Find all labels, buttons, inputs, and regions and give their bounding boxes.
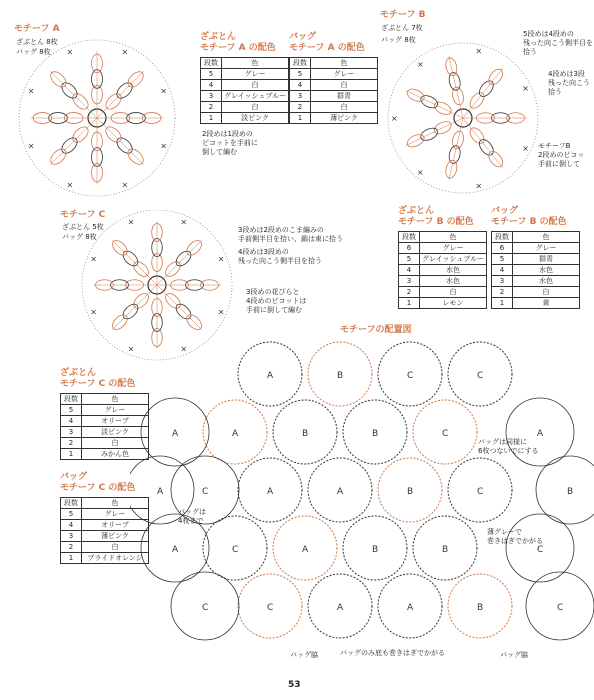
motif-a-count-zabuton: ざぶとん 8枚 (16, 38, 58, 46)
x-stitch: × (90, 307, 97, 317)
zabuton-a-title2: モチーフ A の配色 (200, 43, 276, 53)
bag-a-table (289, 57, 378, 124)
table-row (492, 298, 580, 309)
motif-b-count-zabuton: ざぶとん 7枚 (381, 24, 423, 32)
bag-a-title2: モチーフ A の配色 (289, 43, 365, 53)
table-cell: 3 (492, 276, 513, 287)
table-header-row (201, 58, 289, 69)
table-cell: 水色 (420, 265, 487, 276)
table-cell: 2 (201, 102, 222, 113)
x-stitch: × (27, 86, 35, 96)
table-cell: 白 (420, 287, 487, 298)
table-cell: 6 (399, 243, 420, 254)
layout-extra-label: B (567, 487, 574, 497)
zabuton-a-colors (200, 32, 289, 124)
x-stitch: × (27, 141, 35, 151)
spoke-line (112, 240, 157, 285)
table-cell: グレー (82, 509, 149, 520)
layout-note-gray: 薄グレーで 巻きはぎでかがる (487, 528, 543, 545)
x-stitch: × (121, 47, 129, 57)
table-header-cell: 色 (420, 232, 487, 243)
table-cell: 白 (311, 102, 378, 113)
table-cell: 1 (61, 449, 82, 460)
layout-motif-label: A (267, 487, 274, 497)
table-cell: 白 (82, 542, 149, 553)
table-row (201, 69, 289, 80)
layout-extra-label: C (202, 603, 209, 613)
motif-b-note1: 5段めは4段めの 残った向こう側半目を 拾う (523, 30, 593, 56)
table-cell: 4 (290, 80, 311, 91)
x-stitch: × (180, 217, 188, 227)
x-stitch: × (160, 86, 168, 96)
table-header-cell: 段数 (201, 58, 222, 69)
x-stitch: × (217, 307, 225, 317)
table-cell: 2 (399, 287, 420, 298)
table-row (399, 254, 487, 265)
layout-motif-label: A (337, 603, 344, 613)
table-cell: 水色 (513, 276, 580, 287)
layout-extra-label: C (202, 487, 209, 497)
x-stitch: × (160, 141, 168, 151)
motif-c-count-bag: バッグ 8枚 (62, 233, 97, 241)
table-header-cell: 色 (82, 394, 149, 405)
layout-motif-label: A (302, 545, 309, 555)
table-header-row (290, 58, 378, 69)
layout-motif-label: B (372, 545, 379, 555)
layout-extra-label: A (172, 545, 179, 555)
table-row (399, 265, 487, 276)
table-row (290, 80, 378, 91)
table-cell: 水色 (420, 276, 487, 287)
layout-extra-label: C (557, 603, 564, 613)
zabuton-b-table (398, 231, 487, 309)
bag-c-title1: バッグ (60, 472, 88, 482)
table-cell: 2 (61, 438, 82, 449)
motif-b-note3: モチーフB 2段めのピコッ 手前に倒して (538, 142, 585, 168)
table-cell: 5 (201, 69, 222, 80)
layout-motif-label: A (407, 603, 414, 613)
table-cell: 5 (399, 254, 420, 265)
table-header-cell: 段数 (61, 498, 82, 509)
table-cell: 5 (61, 509, 82, 520)
layout-motif-label: C (477, 371, 484, 381)
table-cell: 1 (492, 298, 513, 309)
layout-motif-label: A (267, 371, 274, 381)
table-cell: 3 (61, 531, 82, 542)
bag-b-title2: モチーフ B の配色 (491, 217, 567, 227)
bag-b-colors (491, 206, 580, 309)
x-stitch: × (416, 167, 424, 177)
table-header-cell: 段数 (399, 232, 420, 243)
table-cell: 黄 (513, 298, 580, 309)
layout-title: モチーフの配置図 (340, 325, 412, 335)
table-cell: レモン (420, 298, 487, 309)
table-cell: 3 (61, 427, 82, 438)
x-stitch: × (391, 114, 398, 123)
table-cell: 薄ピンク (311, 113, 378, 124)
bag-b-title1: バッグ (491, 206, 519, 216)
x-stitch: × (522, 143, 529, 153)
table-cell: 2 (61, 542, 82, 553)
table-row (399, 276, 487, 287)
x-stitch: × (475, 181, 483, 191)
layout-motif-label: C (407, 371, 414, 381)
table-header-cell: 色 (311, 58, 378, 69)
x-stitch: × (121, 180, 129, 190)
table-row (201, 102, 289, 113)
table-header-cell: 色 (513, 232, 580, 243)
bag-a-colors (289, 32, 378, 124)
x-stitch: × (127, 344, 135, 354)
table-row (492, 265, 580, 276)
motif-c-note3: 3段めの花びらと 4段めのピコットは 手前に倒して編む (246, 288, 307, 314)
table-cell: グレイッシュブルー (420, 254, 487, 265)
layout-motif-label: C (232, 545, 239, 555)
spoke-line (157, 240, 202, 285)
table-cell: オリーブ (82, 520, 149, 531)
table-cell: 2 (492, 287, 513, 298)
table-cell: 淡ピンク (222, 113, 289, 124)
layout-diagram (127, 336, 594, 656)
zabuton-b-title1: ざぶとん (398, 206, 435, 216)
table-row (492, 287, 580, 298)
layout-extra-label: A (537, 429, 544, 439)
table-cell: 白 (311, 80, 378, 91)
table-header-cell: 色 (222, 58, 289, 69)
table-cell: みかん色 (82, 449, 149, 460)
table-row (492, 254, 580, 265)
spoke-line (97, 71, 144, 118)
layout-motif-label: A (337, 487, 344, 497)
table-row (201, 91, 289, 102)
table-cell: 3 (399, 276, 420, 287)
motif-c-count-zabuton: ざぶとん 5枚 (62, 223, 104, 231)
layout-bottom-note: バッグのみ底も巻きはぎでかがる (340, 649, 445, 657)
table-cell: 5 (61, 405, 82, 416)
layout-motif-label: B (477, 603, 484, 613)
table-cell: 薄ピンク (82, 531, 149, 542)
x-stitch: × (180, 344, 188, 354)
bag-a-title1: バッグ (289, 32, 317, 42)
x-stitch: × (66, 180, 74, 190)
table-cell: グレイッシュブルー (222, 91, 289, 102)
layout-bottom-side-left: バッグ脇 (290, 651, 318, 659)
layout-motif-label: A (232, 429, 239, 439)
motif-b-title: モチーフ B (380, 10, 426, 20)
layout-motif-label: C (442, 429, 449, 439)
layout-motif-label: B (372, 429, 379, 439)
motif-c-title: モチーフ C (60, 210, 106, 220)
spoke-line (157, 285, 202, 330)
table-row (492, 243, 580, 254)
table-cell: 淡ピンク (82, 427, 149, 438)
table-cell: 群青 (311, 91, 378, 102)
x-stitch: × (66, 47, 74, 57)
table-row (201, 80, 289, 91)
x-stitch: × (217, 254, 225, 264)
table-cell: グレー (513, 243, 580, 254)
table-row (290, 102, 378, 113)
x-stitch: × (522, 84, 529, 94)
motif-a-diagram (0, 0, 200, 200)
table-header-row (399, 232, 487, 243)
table-row (399, 298, 487, 309)
layout-extra-label: A (157, 487, 164, 497)
table-cell: グレー (311, 69, 378, 80)
table-cell: 白 (222, 102, 289, 113)
x-stitch: × (90, 254, 97, 264)
spoke-line (406, 90, 463, 118)
table-cell: 6 (492, 243, 513, 254)
motif-a-count-bag: バッグ 8枚 (16, 48, 51, 56)
table-cell: 4 (61, 520, 82, 531)
spoke-line (406, 118, 463, 146)
zabuton-b-title2: モチーフ B の配色 (398, 217, 474, 227)
table-cell: 4 (201, 80, 222, 91)
layout-motif-label: C (477, 487, 484, 497)
table-cell: ブライドオレンジ (82, 553, 149, 564)
zabuton-a-title1: ざぶとん (200, 32, 237, 42)
bag-b-table (491, 231, 580, 309)
motif-a-title: モチーフ A (14, 24, 60, 34)
x-stitch: × (475, 46, 483, 56)
layout-motif-label: B (407, 487, 414, 497)
motif-c-note1: 3段めは2段めのこま編みの 手前側半目を拾い、鎖は束に拾う (238, 226, 343, 243)
table-row (492, 276, 580, 287)
spoke-line (50, 71, 97, 118)
table-cell: 3 (290, 91, 311, 102)
spoke-line (97, 118, 144, 165)
page-number: 53 (288, 680, 301, 690)
bag-c-title2: モチーフ C の配色 (60, 483, 136, 493)
table-cell: オリーブ (82, 416, 149, 427)
spoke-line (50, 118, 97, 165)
x-stitch: × (416, 60, 424, 70)
table-row (290, 91, 378, 102)
motif-b-note2: 4段めは3段 残った向こう 拾う (548, 70, 590, 96)
table-cell: 2 (290, 102, 311, 113)
table-header-row (492, 232, 580, 243)
spoke-line (463, 68, 503, 118)
table-row (399, 243, 487, 254)
zabuton-c-title2: モチーフ C の配色 (60, 379, 136, 389)
table-cell: 4 (492, 265, 513, 276)
layout-motif-label: C (267, 603, 274, 613)
spoke-line (112, 285, 157, 330)
layout-extra-label: C (537, 545, 544, 555)
layout-bottom-side-right: バッグ脇 (500, 651, 528, 659)
motif-c-note2: 4段めは3段めの 残った向こう側半目を拾う (238, 248, 322, 265)
table-cell: グレー (420, 243, 487, 254)
table-cell: 4 (61, 416, 82, 427)
zabuton-b-colors (398, 206, 487, 309)
table-row (201, 113, 289, 124)
table-cell: 白 (513, 287, 580, 298)
table-cell: 1 (201, 113, 222, 124)
table-header-cell: 色 (82, 498, 149, 509)
zabuton-a-table (200, 57, 289, 124)
table-header-cell: 段数 (290, 58, 311, 69)
layout-note-bag6: バッグは同様に 6枚つないでにする (478, 438, 539, 455)
x-stitch: × (127, 217, 135, 227)
table-header-cell: 段数 (61, 394, 82, 405)
layout-note-bag4: バッグは 4枚まで (178, 508, 206, 525)
spoke-line (463, 118, 503, 168)
motif-a-note: 2段めは1段めの ピコットを手前に 倒して編む (202, 130, 258, 156)
table-cell: 5 (492, 254, 513, 265)
table-header-cell: 段数 (492, 232, 513, 243)
table-cell: 水色 (513, 265, 580, 276)
table-cell: 1 (399, 298, 420, 309)
layout-motif-label: B (442, 545, 449, 555)
motif-b-count-bag: バッグ 8枚 (381, 36, 416, 44)
layout-motif-label: B (337, 371, 344, 381)
table-cell: 白 (222, 80, 289, 91)
table-cell: グレー (82, 405, 149, 416)
table-row (399, 287, 487, 298)
table-cell: 白 (82, 438, 149, 449)
table-cell: 群青 (513, 254, 580, 265)
table-row (290, 69, 378, 80)
layout-extra-motif (536, 456, 594, 524)
table-cell: 4 (399, 265, 420, 276)
table-cell: グレー (222, 69, 289, 80)
layout-motif-label: B (302, 429, 309, 439)
table-cell: 1 (61, 553, 82, 564)
zabuton-c-title1: ざぶとん (60, 368, 97, 378)
table-cell: 3 (201, 91, 222, 102)
table-cell: 1 (290, 113, 311, 124)
table-row (290, 113, 378, 124)
layout-extra-label: A (172, 429, 179, 439)
table-cell: 5 (290, 69, 311, 80)
motif-b-diagram (378, 40, 548, 200)
